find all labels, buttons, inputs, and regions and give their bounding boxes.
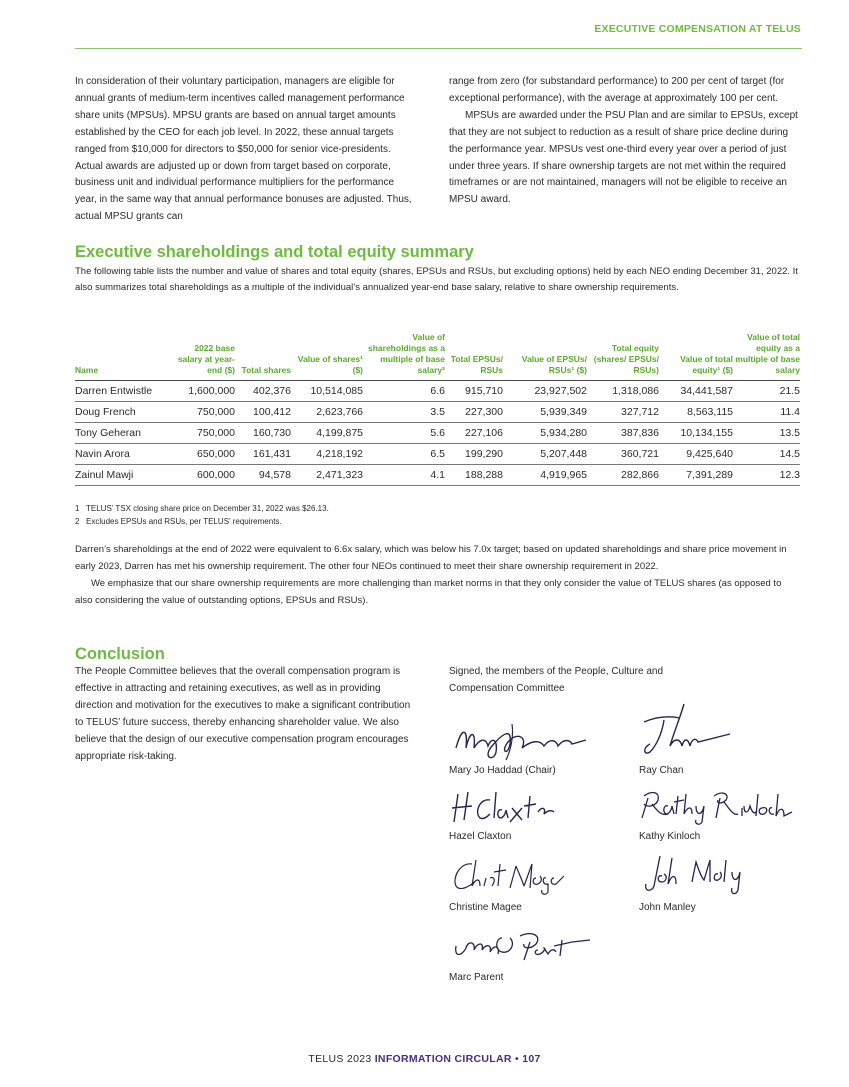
table-cell: 12.3 xyxy=(733,465,800,486)
table-cell: 10,134,155 xyxy=(659,423,733,444)
column-header: Value of total equity as a multiple of base salary xyxy=(735,332,800,375)
table-header-row xyxy=(75,332,800,381)
table-cell: 7,391,289 xyxy=(659,465,733,486)
table-cell: Navin Arora xyxy=(75,444,171,465)
table-cell: 387,836 xyxy=(587,423,659,444)
column-header: Value of total equity¹ ($) xyxy=(680,354,733,375)
table-cell: 4,218,192 xyxy=(291,444,363,465)
signatory-name: John Manley xyxy=(639,902,696,913)
footer-title: INFORMATION CIRCULAR xyxy=(374,1053,512,1065)
footer-prefix: TELUS 2023 xyxy=(308,1053,372,1065)
table-cell: 750,000 xyxy=(171,423,235,444)
signatory-name: Mary Jo Haddad (Chair) xyxy=(449,765,556,776)
table-row xyxy=(75,381,800,402)
header-divider xyxy=(75,48,802,49)
table-cell: 161,431 xyxy=(235,444,291,465)
table-cell: 5,939,349 xyxy=(503,402,587,423)
table-cell: 227,106 xyxy=(445,423,503,444)
ownership-paragraph-2: We emphasize that our share ownership requirements are more challenging than market norms in that they only consider the value of TELUS shares (as opposed to also considering the value of outstanding options, EPSUs and RSUs). xyxy=(75,578,782,606)
column-header: Value of EPSUs/ RSUs¹ ($) xyxy=(521,354,587,375)
signed-statement: Signed, the members of the People, Culture and Compensation Committee xyxy=(449,666,664,694)
table-cell: 14.5 xyxy=(733,444,800,465)
signatory-name: Kathy Kinloch xyxy=(639,831,701,842)
ownership-commentary xyxy=(75,541,800,609)
table-cell: 188,288 xyxy=(445,465,503,486)
table-cell: Doug French xyxy=(75,402,171,423)
section-header: EXECUTIVE COMPENSATION AT TELUS xyxy=(594,23,801,35)
signature-kathy-kinloch xyxy=(638,786,798,826)
table-row xyxy=(75,444,800,465)
table-cell: 199,290 xyxy=(445,444,503,465)
footnote-text: TELUS’ TSX closing share price on December 31, 2022 was $26.13. xyxy=(86,504,329,513)
table-cell: Tony Geheran xyxy=(75,423,171,444)
table-row xyxy=(75,402,800,423)
table-cell: 2,623,766 xyxy=(291,402,363,423)
signatory-name: Marc Parent xyxy=(449,972,504,983)
table-cell: 94,578 xyxy=(235,465,291,486)
table-cell: 227,300 xyxy=(445,402,503,423)
mpsu-right-paragraph-2: MPSUs are awarded under the PSU Plan and are similar to EPSUs, except that they are not subject to reduction as a result of share price decline during the performance year. MPSUs vest one-third every year over a period of just under three years. If share ownership targets are not met within the required timeframes or are not maintained, managers will not be eligible to receive an MPSU award. xyxy=(449,109,798,206)
footnote-text: Excludes EPSUs and RSUs, per TELUS’ requirements. xyxy=(86,517,282,526)
ownership-paragraph-1: Darren’s shareholdings at the end of 2022 were equivalent to 6.6x salary, which was below his 7.0x target; based on updated shareholdings and share price movement in early 2023, Darren has met his ownership requirement. The other four NEOs continued to meet their share ownership requirement in 2022. xyxy=(75,544,787,572)
table-cell: 4,919,965 xyxy=(503,465,587,486)
column-header: Total EPSUs/ RSUs xyxy=(450,354,503,375)
table-cell: 600,000 xyxy=(171,465,235,486)
table-cell: 1,600,000 xyxy=(171,381,235,402)
table-cell: 4.1 xyxy=(363,465,445,486)
column-header: Value of shares¹ ($) xyxy=(297,354,363,375)
table-cell: 2,471,323 xyxy=(291,465,363,486)
table-cell: 4,199,875 xyxy=(291,423,363,444)
column-header: Value of shareholdings as a multiple of base salary² xyxy=(368,332,445,375)
conclusion-heading: Conclusion xyxy=(75,645,165,663)
shareholdings-heading: Executive shareholdings and total equity summary xyxy=(75,243,474,261)
table-cell: 160,730 xyxy=(235,423,291,444)
conclusion-column xyxy=(75,664,415,765)
signature-hazel-claxton xyxy=(450,788,560,828)
shareholdings-table xyxy=(75,332,800,486)
table-cell: 5.6 xyxy=(363,423,445,444)
table-cell: 282,866 xyxy=(587,465,659,486)
table-cell: 8,563,115 xyxy=(659,402,733,423)
page-number: 107 xyxy=(522,1053,541,1065)
table-cell: 6.6 xyxy=(363,381,445,402)
mpsu-right-column xyxy=(449,74,801,209)
table-cell: 100,412 xyxy=(235,402,291,423)
table-row xyxy=(75,465,800,486)
table-row xyxy=(75,423,800,444)
mpsu-left-column xyxy=(75,74,415,226)
table-cell: 9,425,640 xyxy=(659,444,733,465)
conclusion-paragraph: The People Committee believes that the overall compensation program is effective in attracting and retaining executives, as well as in providing direction and motivation for the executives to make a significant contribution to TELUS’ future success, thereby enhancing shareholder value. We also believe that the design of our executive compensation program encourages appropriate risk-taking. xyxy=(75,666,411,762)
table-cell: 360,721 xyxy=(587,444,659,465)
signature-marc-parent xyxy=(450,926,600,966)
page-footer xyxy=(0,1053,849,1065)
mpsu-left-paragraph: In consideration of their voluntary participation, managers are eligible for annual grants of medium-term incentives called management performance share units (MPSUs). MPSU grants are based on annual target amounts established by the CEO for each job level. In 2022, these annual targets ranged from $10,000 for directors to $50,000 for senior vice-presidents. Actual awards are adjusted up or down from target based on corporate, business unit and individual performance multipliers for the performance year, in the same way that annual performance bonuses are adjusted. Thus, actual MPSU grants can xyxy=(75,76,412,223)
signature-mary-jo-haddad xyxy=(452,718,592,764)
table-cell: 6.5 xyxy=(363,444,445,465)
signatory-name: Hazel Claxton xyxy=(449,831,512,842)
footer-separator: • xyxy=(514,1053,519,1065)
signature-ray-chan xyxy=(634,702,734,762)
signature-christine-magee xyxy=(450,856,570,896)
table-cell: 402,376 xyxy=(235,381,291,402)
table-cell: 34,441,587 xyxy=(659,381,733,402)
footnote-number: 2 xyxy=(75,517,80,526)
table-cell: Darren Entwistle xyxy=(75,381,171,402)
table-cell: Zainul Mawji xyxy=(75,465,171,486)
table-cell: 750,000 xyxy=(171,402,235,423)
column-header: Total shares xyxy=(241,365,291,375)
table-cell: 650,000 xyxy=(171,444,235,465)
table-cell: 23,927,502 xyxy=(503,381,587,402)
column-header: Total equity (shares/ EPSUs/ RSUs) xyxy=(593,343,659,375)
table-cell: 1,318,086 xyxy=(587,381,659,402)
footnote-2 xyxy=(75,516,282,527)
table-cell: 13.5 xyxy=(733,423,800,444)
footnote-number: 1 xyxy=(75,504,80,513)
shareholdings-intro: The following table lists the number and value of shares and total equity (shares, EPSUs and RSUs, but excluding options) held by each NEO ending December 31, 2022. It also summarizes total shareholdings as a multiple of the individual’s annualized year-end base salary, relative to share ownership requirements. xyxy=(75,266,798,293)
signatory-name: Ray Chan xyxy=(639,765,684,776)
table-cell: 3.5 xyxy=(363,402,445,423)
column-header: 2022 base salary at year-end ($) xyxy=(177,343,235,375)
table-cell: 21.5 xyxy=(733,381,800,402)
mpsu-right-paragraph-1: range from zero (for substandard performance) to 200 per cent of target (for exceptional performance), with the average at approximately 100 per cent. xyxy=(449,76,785,104)
table-cell: 5,934,280 xyxy=(503,423,587,444)
table-cell: 327,712 xyxy=(587,402,659,423)
table-cell: 11.4 xyxy=(733,402,800,423)
table-cell: 10,514,085 xyxy=(291,381,363,402)
column-header: Name xyxy=(75,365,99,375)
table-cell: 5,207,448 xyxy=(503,444,587,465)
footnote-1 xyxy=(75,503,329,514)
signatory-name: Christine Magee xyxy=(449,902,522,913)
signature-john-manley xyxy=(640,852,750,896)
table-cell: 915,710 xyxy=(445,381,503,402)
